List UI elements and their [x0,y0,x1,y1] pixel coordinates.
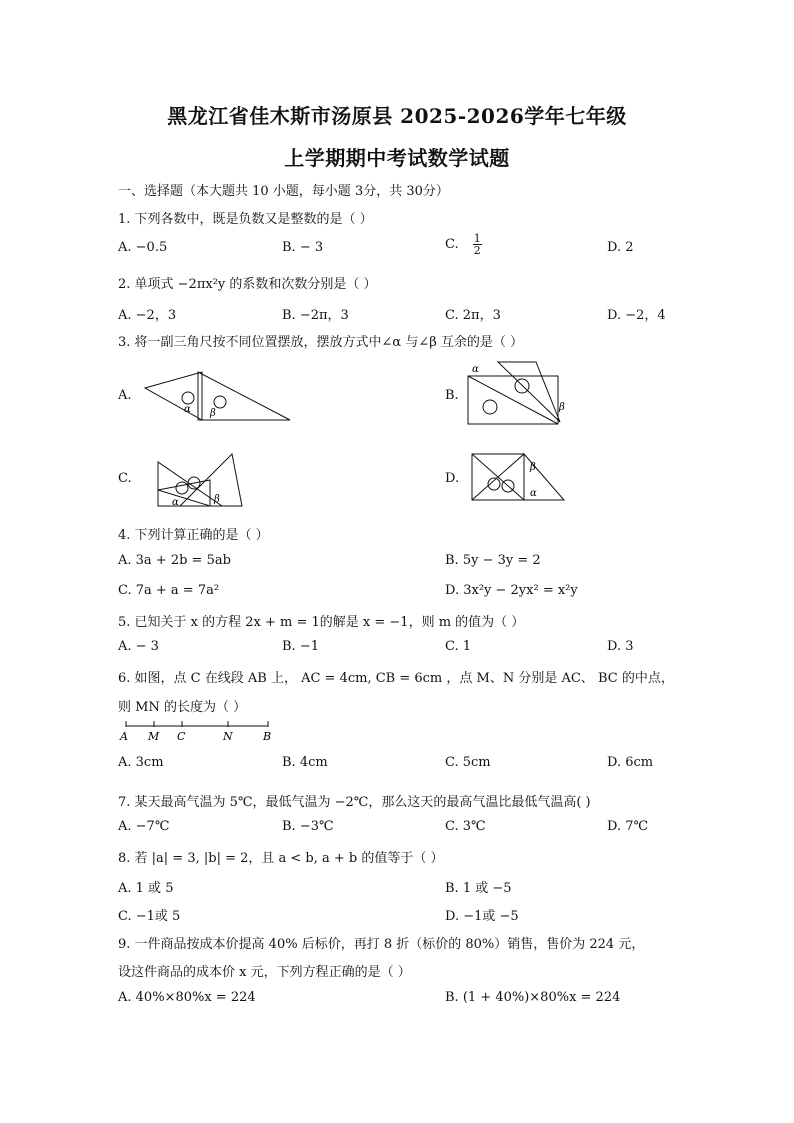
q6-option-c[interactable]: C. 5cm [445,755,491,770]
q2-option-b[interactable]: B. −2π，3 [282,308,349,323]
fig-b-triangle [498,362,560,422]
q9-stem-line1: 9. 一件商品按成本价提高 40% 后标价，再打 8 折（标价的 80%）销售，售价为 224 元， [118,937,645,952]
q5-option-b[interactable]: B. −1 [282,639,319,654]
q2-option-a[interactable]: A. −2，3 [118,308,177,323]
q7-option-b[interactable]: B. −3℃ [282,819,334,834]
q5-option-d[interactable]: D. 3 [607,639,634,654]
label-m: M [148,730,160,743]
q8-option-d[interactable]: D. −1或 −5 [445,909,519,924]
q6-stem-line2: 则 MN 的长度为（ ） [118,700,247,715]
q8-option-c[interactable]: C. −1或 5 [118,909,181,924]
fig-a-beta: β [210,408,216,419]
exam-title-line1: 黑龙江省佳木斯市汤原县 2025-2026学年七年级 [167,104,627,128]
label-a: A [120,730,128,743]
q9-option-a[interactable]: A. 40%×80%x = 224 [118,990,256,1005]
fig-b-alpha: α [472,364,479,375]
q8-stem: 8. 若 |a| = 3, |b| = 2，且 a < b, a + b 的值等于（ ） [118,851,444,866]
q3-option-a[interactable]: A. [118,388,132,403]
exam-title-line2: 上学期期中考试数学试题 [284,146,510,170]
q6-option-d[interactable]: D. 6cm [607,755,654,770]
q3-stem: 3. 将一副三角尺按不同位置摆放，摆放方式中∠α 与∠β 互余的是（ ） [118,335,524,350]
fig-a-circle-2 [214,396,226,408]
q1-option-c[interactable] [445,233,482,256]
q2-stem: 2. 单项式 −2πx²y 的系数和次数分别是（ ） [118,277,377,292]
fig-c-circle-1 [176,482,188,494]
label-n: N [223,730,233,743]
label-c: C [177,730,186,743]
q6-option-b[interactable]: B. 4cm [282,755,328,770]
q8-option-b[interactable]: B. 1 或 −5 [445,881,512,896]
label-b: B [263,730,272,743]
q8-option-a[interactable]: A. 1 或 5 [118,881,174,896]
fig-a-circle-1 [182,392,194,404]
q3-figure-a [140,368,300,424]
q2-option-c[interactable]: C. 2π，3 [445,308,501,323]
q3-figure-d [470,452,570,504]
q6-stem-line1: 6. 如图，点 C 在线段 AB 上， AC = 4cm, CB = 6cm ，点 M、N 分别是 AC、 BC 的中点， [118,671,674,686]
q9-stem-line2: 设这件商品的成本价 x 元，下列方程正确的是（ ） [118,965,411,980]
q5-option-c[interactable]: C. 1 [445,639,472,654]
fig-a-alpha: α [184,404,191,415]
q6-segment-figure [118,718,278,744]
q4-option-a[interactable]: A. 3a + 2b = 5ab [118,553,231,568]
q9-option-b[interactable]: B. (1 + 40%)×80%x = 224 [445,990,621,1005]
q3-option-c[interactable]: C. [118,471,132,486]
q1-c-denominator: 2 [473,244,481,257]
q5-option-a[interactable]: A. − 3 [118,639,159,654]
q5-stem: 5. 已知关于 x 的方程 2x + m = 1的解是 x = −1，则 m 的值为（ ） [118,615,525,630]
fig-b-beta: β [559,402,565,413]
q4-stem: 4. 下列计算正确的是（ ） [118,528,269,543]
q3-figure-b [464,358,574,428]
fig-b-circle-2 [483,400,497,414]
q3-figure-c [150,450,250,510]
fig-b-circle-1 [515,379,529,393]
q4-option-b[interactable]: B. 5y − 3y = 2 [445,553,541,568]
q4-option-d[interactable]: D. 3x²y − 2yx² = x²y [445,583,578,598]
q4-option-c[interactable]: C. 7a + a = 7a² [118,583,220,598]
q1-c-numerator: 1 [473,232,481,245]
q3-option-d[interactable]: D. [445,471,460,486]
q1-option-d[interactable]: D. 2 [607,240,634,255]
q7-option-a[interactable]: A. −7℃ [118,819,170,834]
fig-d-beta: β [530,462,536,473]
q1-option-c-label: C. [445,237,459,252]
q7-stem: 7. 某天最高气温为 5℃，最低气温为 −2℃，那么这天的最高气温比最低气温高( ) [118,795,591,810]
q7-option-c[interactable]: C. 3℃ [445,819,486,834]
q1-option-b[interactable]: B. − 3 [282,240,324,255]
q6-option-a[interactable]: A. 3cm [118,755,164,770]
fig-d-alpha: α [530,488,537,499]
fig-c-alpha: α [172,497,179,508]
q1-option-a[interactable]: A. −0.5 [118,240,168,255]
q1-option-c-fraction [473,233,482,256]
section-heading: 一、选择题（本大题共 10 小题，每小题 3分，共 30分） [118,184,449,199]
q2-option-d[interactable]: D. −2，4 [607,308,666,323]
q7-option-d[interactable]: D. 7℃ [607,819,649,834]
q1-stem: 1. 下列各数中，既是负数又是整数的是（ ） [118,212,373,227]
q3-option-b[interactable]: B. [445,388,459,403]
fig-c-beta: β [214,494,220,505]
